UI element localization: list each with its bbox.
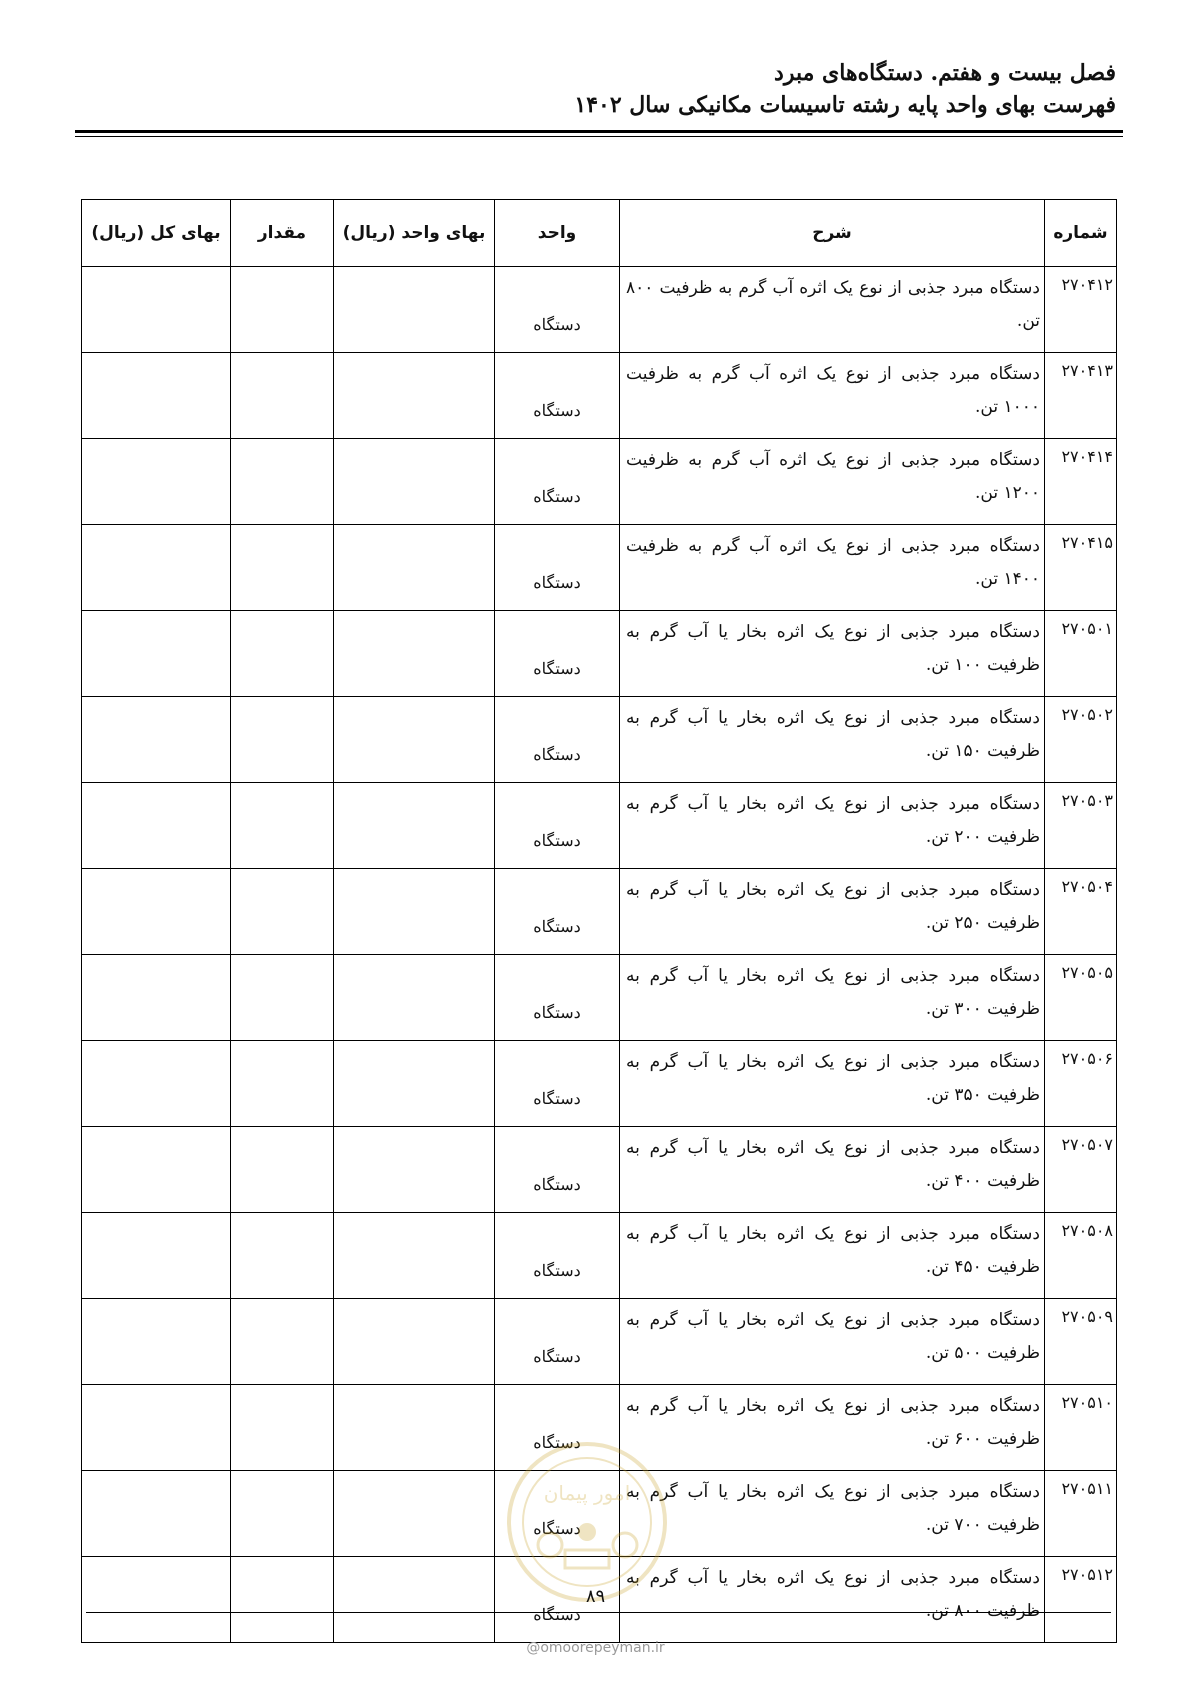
item-unit-price bbox=[334, 955, 495, 1041]
table-row bbox=[82, 525, 1117, 611]
item-quantity bbox=[231, 1471, 334, 1557]
item-unit-price bbox=[334, 525, 495, 611]
item-unit-price bbox=[334, 1385, 495, 1471]
item-unit-price bbox=[334, 1213, 495, 1299]
column-header-number: شماره bbox=[1045, 200, 1117, 267]
item-unit-label: دستگاه bbox=[533, 1519, 581, 1538]
table-header-row bbox=[82, 200, 1117, 267]
item-unit-price bbox=[334, 1471, 495, 1557]
item-quantity bbox=[231, 1041, 334, 1127]
seal-text: امور پیمان bbox=[543, 1481, 631, 1505]
item-unit-price bbox=[334, 611, 495, 697]
item-unit-label: دستگاه bbox=[533, 1261, 581, 1280]
item-total-price bbox=[82, 1471, 231, 1557]
item-unit bbox=[495, 267, 620, 353]
item-description: دستگاه مبرد جذبی از نوع یک اثره بخار یا آب گرم به ظرفیت ۲۰۰ تن. bbox=[620, 783, 1045, 869]
item-description: دستگاه مبرد جذبی از نوع یک اثره بخار یا آب گرم به ظرفیت ۴۵۰ تن. bbox=[620, 1213, 1045, 1299]
item-unit bbox=[495, 353, 620, 439]
item-quantity bbox=[231, 1213, 334, 1299]
item-total-price bbox=[82, 525, 231, 611]
header-rule-thin bbox=[75, 136, 1123, 137]
column-header-unit-price: بهای واحد (ریال) bbox=[334, 200, 495, 267]
item-total-price bbox=[82, 1041, 231, 1127]
table-row bbox=[82, 1213, 1117, 1299]
item-quantity bbox=[231, 1299, 334, 1385]
item-description: دستگاه مبرد جذبی از نوع یک اثره بخار یا آب گرم به ظرفیت ۵۰۰ تن. bbox=[620, 1299, 1045, 1385]
item-quantity bbox=[231, 525, 334, 611]
table-row bbox=[82, 439, 1117, 525]
page-header bbox=[574, 58, 1116, 122]
item-unit-price bbox=[334, 1041, 495, 1127]
item-unit-price bbox=[334, 697, 495, 783]
item-unit-label: دستگاه bbox=[533, 917, 581, 936]
item-unit bbox=[495, 783, 620, 869]
table-row bbox=[82, 697, 1117, 783]
watermark-site: @omoorepeyman.ir bbox=[526, 1640, 665, 1656]
item-unit-price bbox=[334, 1127, 495, 1213]
item-description: دستگاه مبرد جذبی از نوع یک اثره بخار یا آب گرم به ظرفیت ۳۵۰ تن. bbox=[620, 1041, 1045, 1127]
item-unit bbox=[495, 525, 620, 611]
page-number: ۸۹ bbox=[585, 1586, 606, 1607]
item-quantity bbox=[231, 1127, 334, 1213]
item-unit-label: دستگاه bbox=[533, 1433, 581, 1452]
item-total-price bbox=[82, 783, 231, 869]
item-unit-price bbox=[334, 1299, 495, 1385]
item-total-price bbox=[82, 1213, 231, 1299]
item-unit bbox=[495, 1299, 620, 1385]
table-row bbox=[82, 783, 1117, 869]
item-description: دستگاه مبرد جذبی از نوع یک اثره آب گرم به ظرفیت ۱۴۰۰ تن. bbox=[620, 525, 1045, 611]
item-code: ۲۷۰۵۰۳ bbox=[1045, 783, 1117, 869]
item-unit-price bbox=[334, 869, 495, 955]
item-quantity bbox=[231, 783, 334, 869]
item-unit bbox=[495, 439, 620, 525]
table-row bbox=[82, 353, 1117, 439]
item-unit-label: دستگاه bbox=[533, 401, 581, 420]
item-unit-price bbox=[334, 353, 495, 439]
item-unit-label: دستگاه bbox=[533, 659, 581, 678]
item-code: ۲۷۰۵۰۶ bbox=[1045, 1041, 1117, 1127]
item-unit bbox=[495, 1213, 620, 1299]
item-unit-price bbox=[334, 439, 495, 525]
item-unit-label: دستگاه bbox=[533, 573, 581, 592]
item-unit-label: دستگاه bbox=[533, 1003, 581, 1022]
table-row bbox=[82, 1299, 1117, 1385]
item-code: ۲۷۰۵۰۲ bbox=[1045, 697, 1117, 783]
item-unit bbox=[495, 869, 620, 955]
item-total-price bbox=[82, 697, 231, 783]
item-quantity bbox=[231, 267, 334, 353]
item-unit bbox=[495, 697, 620, 783]
item-total-price bbox=[82, 611, 231, 697]
item-unit-price bbox=[334, 783, 495, 869]
item-description: دستگاه مبرد جذبی از نوع یک اثره آب گرم به ظرفیت ۸۰۰ تن. bbox=[620, 267, 1045, 353]
item-code: ۲۷۰۴۱۲ bbox=[1045, 267, 1117, 353]
column-header-total-price: بهای کل (ریال) bbox=[82, 200, 231, 267]
item-quantity bbox=[231, 955, 334, 1041]
item-unit-label: دستگاه bbox=[533, 1605, 581, 1624]
item-description: دستگاه مبرد جذبی از نوع یک اثره بخار یا آب گرم به ظرفیت ۷۰۰ تن. bbox=[620, 1471, 1045, 1557]
item-code: ۲۷۰۵۰۴ bbox=[1045, 869, 1117, 955]
item-unit-price bbox=[334, 267, 495, 353]
table-row bbox=[82, 267, 1117, 353]
item-description: دستگاه مبرد جذبی از نوع یک اثره بخار یا آب گرم به ظرفیت ۱۰۰ تن. bbox=[620, 611, 1045, 697]
item-description: دستگاه مبرد جذبی از نوع یک اثره بخار یا آب گرم به ظرفیت ۸۰۰ تن. bbox=[620, 1557, 1045, 1643]
item-description: دستگاه مبرد جذبی از نوع یک اثره آب گرم به ظرفیت ۱۲۰۰ تن. bbox=[620, 439, 1045, 525]
item-quantity bbox=[231, 1385, 334, 1471]
column-header-quantity: مقدار bbox=[231, 200, 334, 267]
item-unit-label: دستگاه bbox=[533, 831, 581, 850]
item-code: ۲۷۰۵۰۷ bbox=[1045, 1127, 1117, 1213]
item-quantity bbox=[231, 353, 334, 439]
item-unit-label: دستگاه bbox=[533, 315, 581, 334]
footer-rule bbox=[86, 1612, 1111, 1613]
item-description: دستگاه مبرد جذبی از نوع یک اثره بخار یا آب گرم به ظرفیت ۴۰۰ تن. bbox=[620, 1127, 1045, 1213]
item-description: دستگاه مبرد جذبی از نوع یک اثره بخار یا آب گرم به ظرفیت ۱۵۰ تن. bbox=[620, 697, 1045, 783]
column-header-unit: واحد bbox=[495, 200, 620, 267]
item-quantity bbox=[231, 869, 334, 955]
item-code: ۲۷۰۴۱۴ bbox=[1045, 439, 1117, 525]
item-code: ۲۷۰۵۱۲ bbox=[1045, 1557, 1117, 1643]
item-code: ۲۷۰۴۱۳ bbox=[1045, 353, 1117, 439]
item-total-price bbox=[82, 353, 231, 439]
table-row bbox=[82, 955, 1117, 1041]
item-total-price bbox=[82, 1385, 231, 1471]
item-code: ۲۷۰۵۱۰ bbox=[1045, 1385, 1117, 1471]
item-quantity bbox=[231, 611, 334, 697]
item-unit bbox=[495, 1041, 620, 1127]
seal-watermark-icon bbox=[505, 1440, 670, 1605]
item-code: ۲۷۰۵۰۸ bbox=[1045, 1213, 1117, 1299]
item-unit-label: دستگاه bbox=[533, 1089, 581, 1108]
table-row bbox=[82, 869, 1117, 955]
item-total-price bbox=[82, 1299, 231, 1385]
price-list-table bbox=[81, 199, 1117, 1643]
item-description: دستگاه مبرد جذبی از نوع یک اثره بخار یا آب گرم به ظرفیت ۳۰۰ تن. bbox=[620, 955, 1045, 1041]
table-row bbox=[82, 1041, 1117, 1127]
item-description: دستگاه مبرد جذبی از نوع یک اثره آب گرم به ظرفیت ۱۰۰۰ تن. bbox=[620, 353, 1045, 439]
item-total-price bbox=[82, 1127, 231, 1213]
item-unit-label: دستگاه bbox=[533, 1175, 581, 1194]
item-total-price bbox=[82, 869, 231, 955]
item-code: ۲۷۰۵۰۹ bbox=[1045, 1299, 1117, 1385]
list-title: فهرست بهای واحد پایه رشته تاسیسات مکانیکی سال ۱۴۰۲ bbox=[574, 92, 1116, 118]
item-unit-label: دستگاه bbox=[533, 487, 581, 506]
item-total-price bbox=[82, 267, 231, 353]
table-row bbox=[82, 1127, 1117, 1213]
column-header-description: شرح bbox=[620, 200, 1045, 267]
item-code: ۲۷۰۴۱۵ bbox=[1045, 525, 1117, 611]
item-unit-label: دستگاه bbox=[533, 1347, 581, 1366]
table-row bbox=[82, 611, 1117, 697]
item-code: ۲۷۰۵۱۱ bbox=[1045, 1471, 1117, 1557]
item-total-price bbox=[82, 955, 231, 1041]
item-quantity bbox=[231, 439, 334, 525]
item-description: دستگاه مبرد جذبی از نوع یک اثره بخار یا آب گرم به ظرفیت ۲۵۰ تن. bbox=[620, 869, 1045, 955]
item-total-price bbox=[82, 439, 231, 525]
chapter-title: فصل بیست و هفتم. دستگاه‌های مبرد bbox=[774, 60, 1116, 86]
item-unit bbox=[495, 955, 620, 1041]
item-unit-label: دستگاه bbox=[533, 745, 581, 764]
item-description: دستگاه مبرد جذبی از نوع یک اثره بخار یا آب گرم به ظرفیت ۶۰۰ تن. bbox=[620, 1385, 1045, 1471]
item-code: ۲۷۰۵۰۵ bbox=[1045, 955, 1117, 1041]
item-unit bbox=[495, 611, 620, 697]
item-quantity bbox=[231, 697, 334, 783]
item-unit bbox=[495, 1127, 620, 1213]
item-code: ۲۷۰۵۰۱ bbox=[1045, 611, 1117, 697]
header-rule-thick bbox=[75, 130, 1123, 133]
